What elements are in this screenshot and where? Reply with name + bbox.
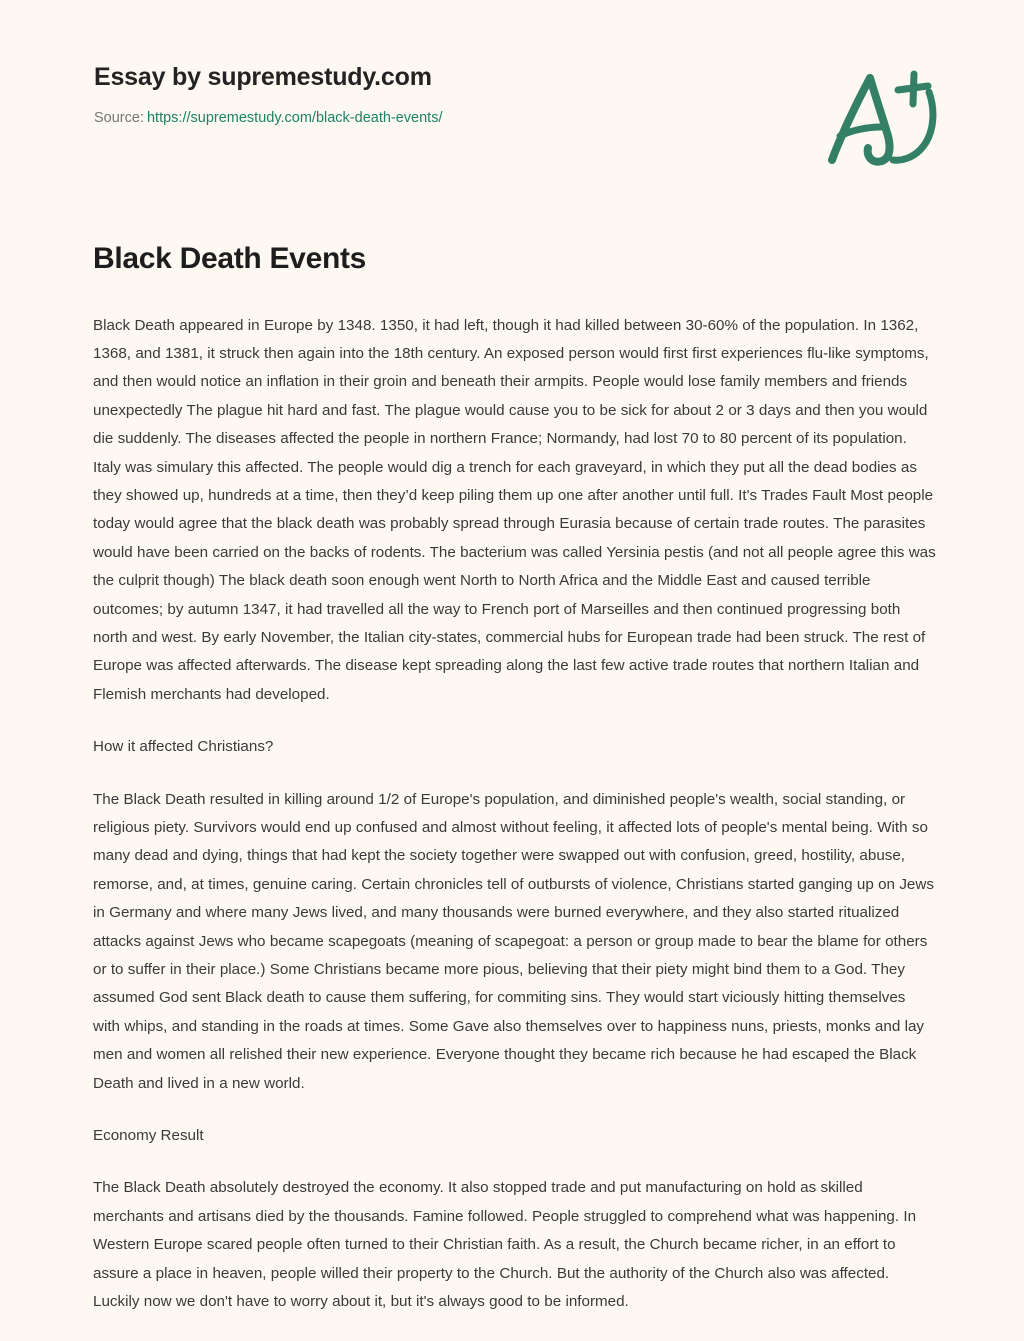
- page-title: Black Death Events: [93, 242, 367, 275]
- subheading-christians: How it affected Christians?: [93, 738, 274, 756]
- subheading-economy: Economy Result: [93, 1127, 204, 1145]
- paragraph-christians: The Black Death resulted in killing around 1/2 of Europe's population, and diminished people's wealth, social standing, or religious piety. Survivors would end up confused and almost without feeling, it affected lots of people's mental being. With so many dead and dying, things that had kept the society together were swapped out with confusion, greed, hostility, abuse, remorse, and, at times, genuine caring. Certain chronicles tell of outbursts of violence, Christians started ganging up on Jews in Germany and where many Jews lived, and many thousands were burned everywhere, and they also started ritualized attacks against Jews who became scapegoats (meaning of scapegoat: a person or group made to bear the blame for others or to suffer in their place.) Some Christians became more pious, believing that their piety might bind them to a God. They assumed God sent Black death to cause them suffering, for commiting sins. They would start viciously hitting themselves with whips, and standing in the roads at times. Some Gave also themselves over to happiness nuns, priests, monks and lay men and women all relished their new experience. Everyone thought they became rich because he had escaped the Black Death and lived in a new world.: [93, 790, 934, 1092]
- paragraph-economy: The Black Death absolutely destroyed the economy. It also stopped trade and put manufacturing on hold as skilled merchants and artisans died by the thousands. Famine followed. People struggled to comprehend what was happening. In Western Europe scared people often turned to their Christian faith. As a result, the Church became richer, in an effort to assure a place in heaven, people willed their property to the Church. But the authority of the Church also was affected. Luckily now we don't have to worry about it, but it's always good to be informed.: [93, 1179, 917, 1311]
- paragraph-intro: Black Death appeared in Europe by 1348. 1350, it had left, though it had killed between 30-60% of the population. In 1362, 1368, and 1381, it struck then again into the 18th century. An exposed person would first first experiences flu-like symptoms, and then would notice an inflation in their groin and beneath their armpits. People would lose family members and friends unexpectedly The plague hit hard and fast. The plague would cause you to be sick for about 2 or 3 days and then you would die suddenly. The diseases affected the people in northern France; Normandy, had lost 70 to 80 percent of its population. Italy was simulary this affected. The people would dig a trench for each graveyard, in which they put all the dead bodies as they showed up, hundreds at a time, then they’d keep piling them up one after another until full. It's Trades Fault Most people today would agree that the black death was probably spread through Eurasia because of certain trade routes. The parasites would have been carried on the backs of rodents. The bacterium was called Yersinia pestis (and not all people agree this was the culprit though) The black death soon enough went North to North Africa and the Middle East and caused terrible outcomes; by autumn 1347, it had travelled all the way to French port of Marseilles and then continued progressing both north and west. By early November, the Italian city-states, commercial hubs for European trade had been struck. The rest of Europe was affected afterwards. The disease kept spreading along the last few active trade routes that northern Italian and Flemish merchants had developed.: [93, 316, 936, 703]
- source-label: Source:: [94, 110, 144, 126]
- brand-title: Essay by supremestudy.com: [94, 63, 432, 91]
- source-url-link[interactable]: https://supremestudy.com/black-death-events/: [146, 110, 443, 126]
